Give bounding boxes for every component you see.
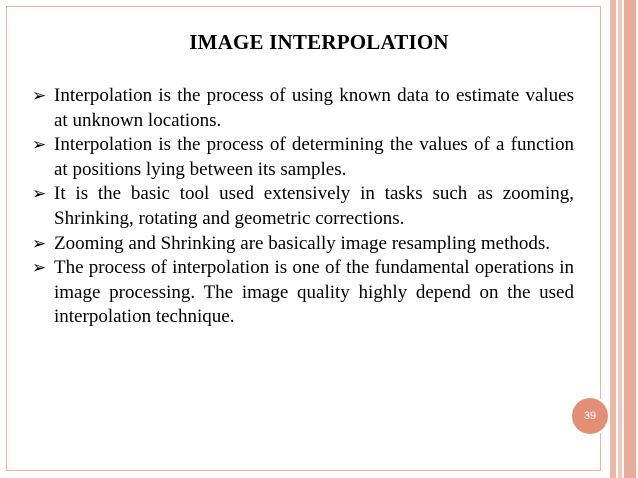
bullet-item: [32, 256, 574, 330]
bullet-text: Zooming and Shrinking are basically image resampling methods.: [54, 232, 551, 254]
stripe-left: [610, 0, 616, 478]
arrowhead-bullet-icon: ➢: [32, 233, 47, 253]
bullet-text: The process of interpolation is one of the fundamental operations in image processing. The image quality highly depend on the used interpolation technique.: [54, 257, 574, 328]
bullet-text: Interpolation is the process of using known data to estimate values at unknown locations.: [54, 85, 574, 131]
bullet-item: [32, 182, 574, 231]
arrowhead-bullet-icon: ➢: [32, 135, 47, 155]
slide-title: IMAGE INTERPOLATION: [189, 30, 449, 54]
bullet-item: [32, 232, 574, 257]
bullet-text: It is the basic tool used extensively in tasks such as zooming, Shrinking, rotating and geometric corrections.: [54, 183, 574, 229]
bullet-list: [32, 84, 574, 330]
arrowhead-bullet-icon: ➢: [32, 86, 47, 105]
stripe-middle: [618, 0, 622, 478]
bullet-text: Interpolation is the process of determining the values of a function at positions lying between its samples.: [54, 134, 574, 180]
arrowhead-bullet-icon: ➢: [32, 258, 47, 278]
bullet-item: [32, 133, 574, 182]
bullet-item: [32, 84, 574, 133]
stripe-right: [624, 0, 636, 478]
decorative-stripes: [608, 0, 638, 478]
page-number-badge: 39: [572, 398, 608, 434]
arrowhead-bullet-icon: ➢: [32, 184, 47, 204]
